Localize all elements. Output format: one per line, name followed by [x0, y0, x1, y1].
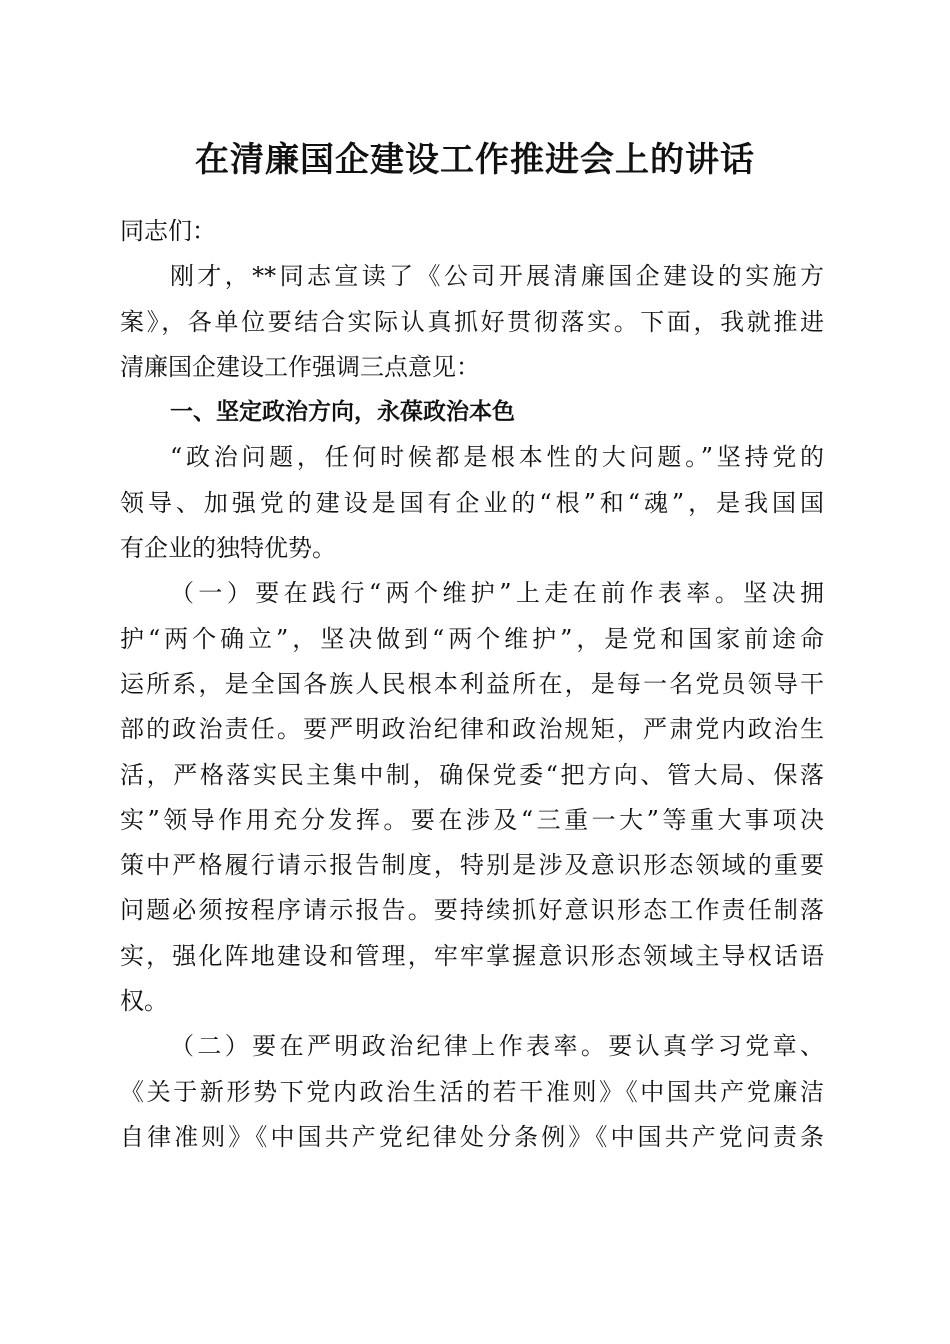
- paragraph-line: 活，严格落实民主集中制，确保党委“把方向、管大局、保落: [120, 760, 824, 789]
- salutation: 同志们：: [120, 217, 216, 245]
- paragraph-line: 自律准则》《中国共产党纪律处分条例》《中国共产党问责条: [120, 1122, 824, 1151]
- section1-paragraph: [120, 435, 824, 571]
- subsection-2-paragraph: [120, 1024, 824, 1160]
- paragraph-line: 运所系，是全国各族人民根本利益所在，是每一名党员领导干: [120, 669, 824, 698]
- paragraph-line: “政治问题，任何时候都是根本性的大问题。”坚持党的: [170, 443, 824, 472]
- paragraph-line: 实，强化阵地建设和管理，牢牢掌握意识形态领域主导权话语: [120, 941, 824, 970]
- intro-paragraph: [120, 254, 824, 390]
- paragraph-line: 领导、加强党的建设是国有企业的“根”和“魂”，是我国国: [120, 488, 824, 517]
- document-title: 在清廉国企建设工作推进会上的讲话: [195, 140, 755, 180]
- paragraph-line: 实”领导作用充分发挥。要在涉及“三重一大”等重大事项决: [120, 805, 824, 834]
- paragraph-line: 案》，各单位要结合实际认真抓好贯彻落实。下面，我就推进: [120, 307, 824, 336]
- paragraph-line: 有企业的独特优势。: [120, 534, 336, 563]
- section-heading: 一、坚定政治方向，永葆政治本色: [170, 399, 515, 426]
- paragraph-line: （一）要在践行“两个维护”上走在前作表率。坚决拥: [170, 579, 824, 608]
- paragraph-line: 部的政治责任。要严明政治纪律和政治规矩，严肃党内政治生: [120, 715, 824, 744]
- paragraph-line: （二）要在严明政治纪律上作表率。要认真学习党章、: [170, 1032, 824, 1061]
- paragraph-line: 权。: [120, 987, 168, 1016]
- paragraph-line: 问题必须按程序请示报告。要持续抓好意识形态工作责任制落: [120, 896, 824, 925]
- document-body: [120, 209, 824, 1160]
- paragraph-line: 清廉国企建设工作强调三点意见：: [120, 352, 480, 381]
- paragraph-line: 刚才，**同志宣读了《公司开展清廉国企建设的实施方: [170, 262, 824, 291]
- subsection-1-paragraph: [120, 571, 824, 1024]
- paragraph-line: 策中严格履行请示报告制度，特别是涉及意识形态领域的重要: [120, 851, 824, 880]
- paragraph-line: 《关于新形势下党内政治生活的若干准则》《中国共产党廉洁: [120, 1077, 824, 1106]
- paragraph-line: 护“两个确立”，坚决做到“两个维护”，是党和国家前途命: [120, 624, 824, 653]
